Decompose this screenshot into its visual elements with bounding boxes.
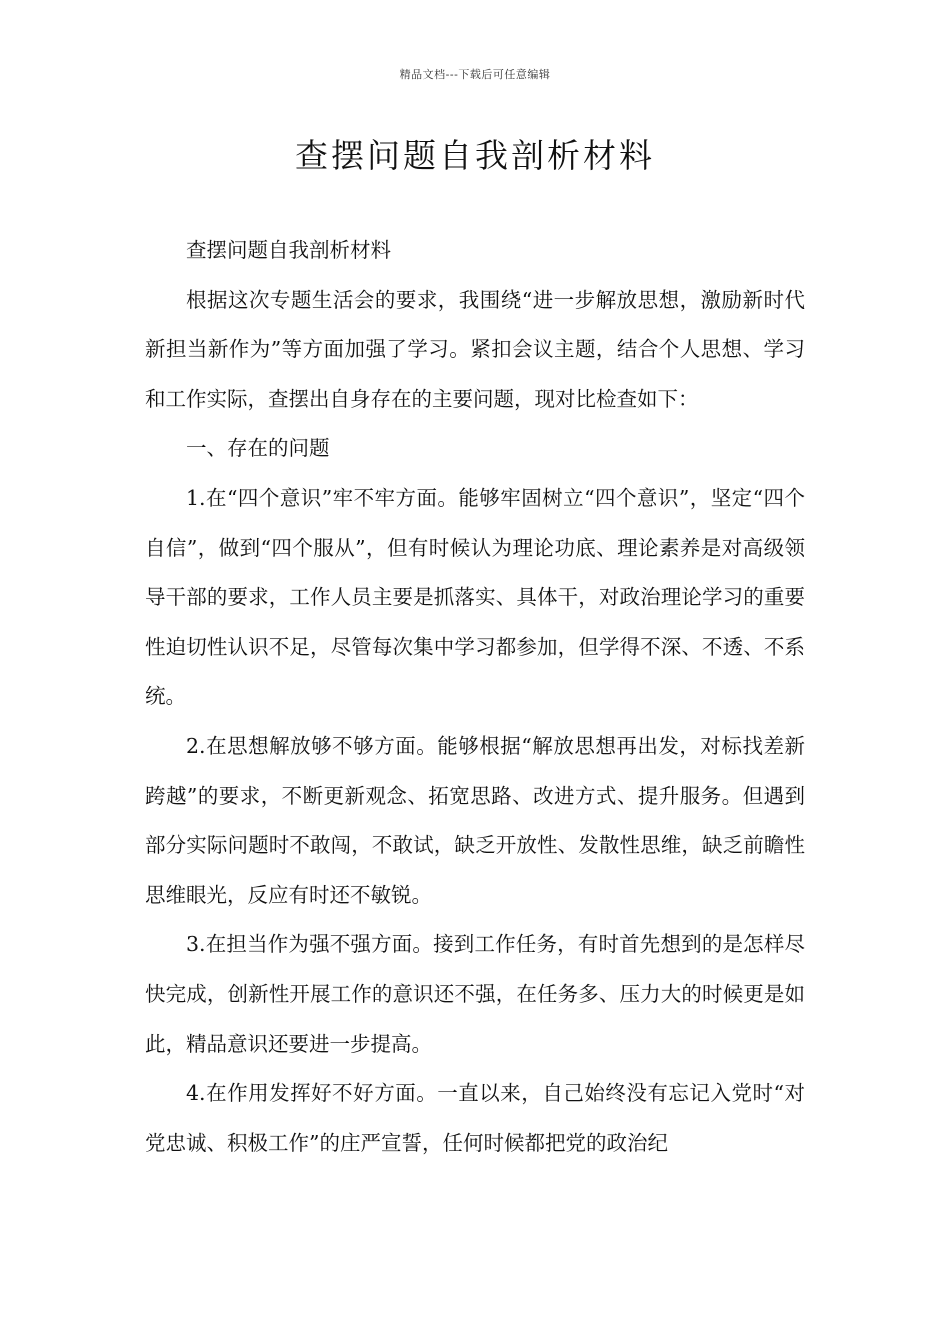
section-heading: 一、存在的问题 [186,436,330,461]
page-header: 精品文档---下载后可任意编辑 [399,68,551,81]
document-title: 查摆问题自我剖析材料 [295,136,655,175]
body-paragraph: 查摆问题自我剖析材料 [186,238,391,262]
body-paragraph: 4.在作用发挥好不好方面。一直以来，自己始终没有忘记入党时“对党忠诚、积极工作”的庄严宣誓，任何时候都把党的政治纪 [145,1081,805,1155]
document-body [145,226,805,1168]
body-paragraph: 根据这次专题生活会的要求，我围绕“进一步解放思想，激励新时代新担当新作为”等方面加强了学习。紧扣会议主题，结合个人思想、学习和工作实际，查摆出自身存在的主要问题，现对比检查如下： [145,287,805,411]
body-paragraph: 1.在“四个意识”牢不牢方面。能够牢固树立“四个意识”，坚定“四个自信”，做到“四个服从”，但有时候认为理论功底、理论素养是对高级领导干部的要求，工作人员主要是抓落实、具体干，对政治理论学习的重要性迫切性认识不足，尽管每次集中学习都参加，但学得不深、不透、不系统。 [145,485,805,709]
body-paragraph: 3.在担当作为强不强方面。接到工作任务，有时首先想到的是怎样尽快完成，创新性开展工作的意识还不强，在任务多、压力大的时候更是如此，精品意识还要进一步提高。 [145,932,805,1056]
body-paragraph: 2.在思想解放够不够方面。能够根据“解放思想再出发，对标找差新跨越”的要求，不断更新观念、拓宽思路、改进方式、提升服务。但遇到部分实际问题时不敢闯，不敢试，缺乏开放性、发散性思维，缺乏前瞻性思维眼光，反应有时还不敏锐。 [145,733,805,907]
